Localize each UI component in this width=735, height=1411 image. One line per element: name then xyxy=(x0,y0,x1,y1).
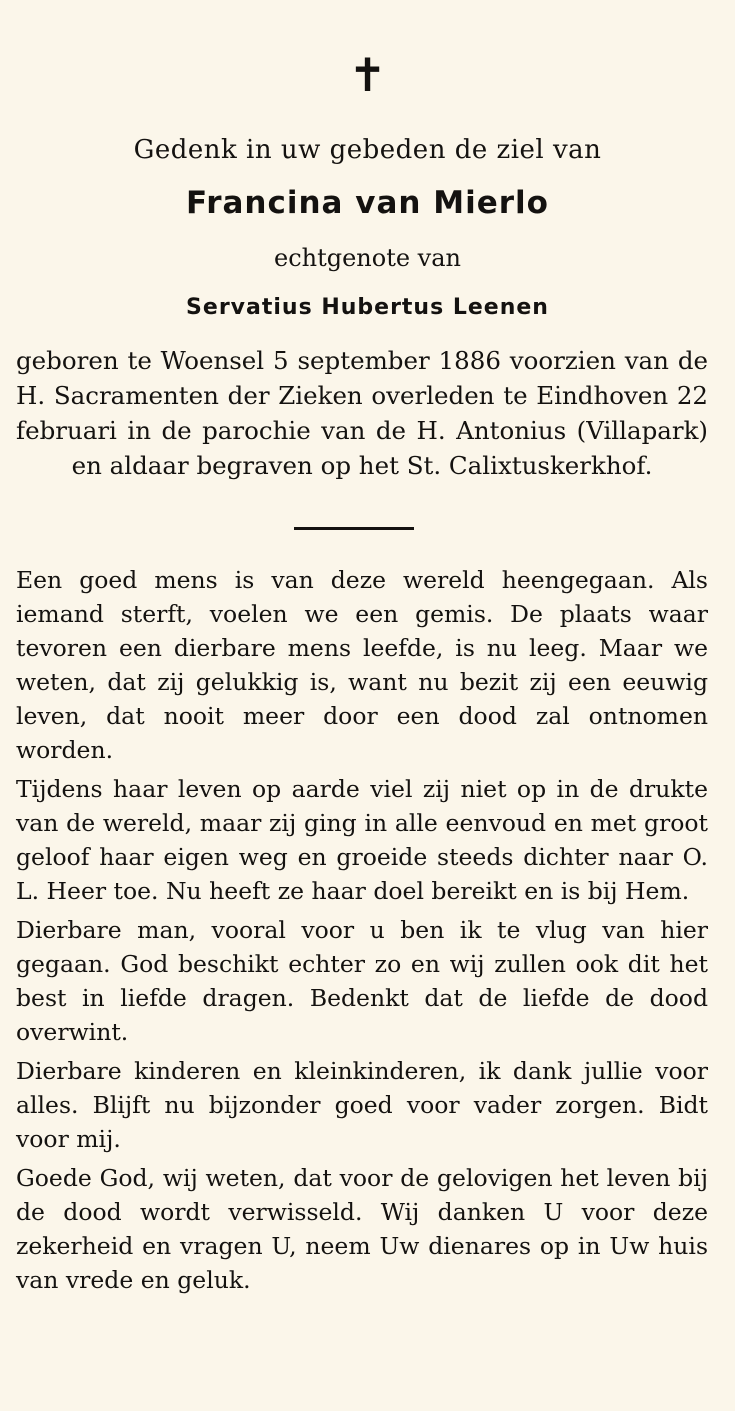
paragraph: Dierbare kinderen en kleinkinderen, ik dank jullie voor alles. Blijft nu bijzonder goed voor vader zorgen. Bidt voor mij. xyxy=(16,1057,708,1153)
cross-icon: ✝ xyxy=(348,48,387,102)
spouse-label: echtgenote van xyxy=(273,244,462,272)
paragraph: Een goed mens is van deze wereld heengegaan. Als iemand sterft, voelen we een gemis. De plaats waar tevoren een dierbare mens leefde, is nu leeg. Maar we weten, dat zij gelukkig is, want nu bezit zij een eeuwig leven, dat nooit meer door een dood zal ontnomen worden. xyxy=(16,566,708,764)
deceased-name: Francina van Mierlo xyxy=(186,185,549,221)
paragraph: Goede God, wij weten, dat voor de gelovigen het leven bij de dood wordt verwisseld. Wij danken U voor deze zekerheid en vragen U, neem Uw dienares op in Uw huis van vrede en geluk. xyxy=(16,1164,708,1294)
paragraph: Tijdens haar leven op aarde viel zij niet op in de drukte van de wereld, maar zij ging in alle eenvoud en met groot geloof haar eigen weg en groeide steeds dichter naar O. L. Heer toe. Nu heeft ze haar doel bereikt en is bij Hem. xyxy=(16,775,708,905)
paragraph: Dierbare man, vooral voor u ben ik te vlug van hier gegaan. God beschikt echter zo en wij zullen ook dit het best in liefde dragen. Bedenkt dat de liefde de dood overwint. xyxy=(16,916,708,1046)
biography: geboren te Woensel 5 september 1886 voorzien van de H. Sacramenten der Zieken overleden te Eindhoven 22 februari in de parochie van de H. Antonius (Villapark) en aldaar begraven op het St. Calixtuskerkhof. xyxy=(16,346,708,480)
divider xyxy=(294,527,414,530)
memorial-text xyxy=(16,563,708,1302)
spouse-name: Servatius Hubertus Leenen xyxy=(186,295,549,320)
intro-line: Gedenk in uw gebeden de ziel van xyxy=(133,135,602,165)
